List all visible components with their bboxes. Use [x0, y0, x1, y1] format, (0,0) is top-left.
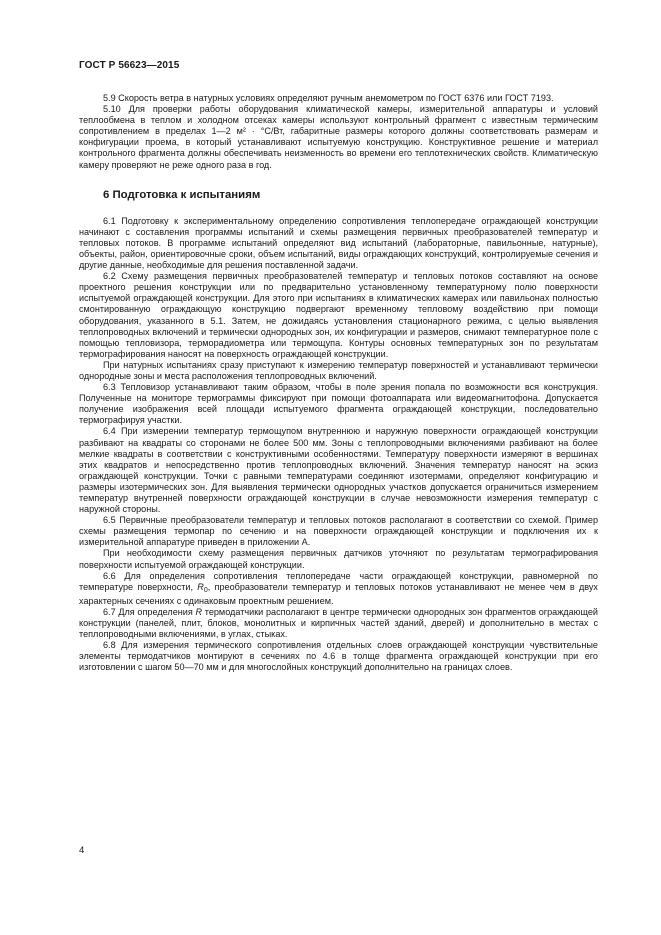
paragraph-6-2-continued: При натурных испытаниях сразу приступают к измерению температур поверхностей и устанавливают термически однородные зоны и места расположения теплопроводных включений. [79, 359, 598, 381]
section-6-title: 6 Подготовка к испытаниям [103, 188, 261, 201]
paragraph-6-6 [79, 571, 598, 607]
document-body [79, 93, 598, 674]
paragraph-6-2: 6.2 Схему размещения первичных преобразователей температур и тепловых потоков составляют на основе проектного решения конструкции или по предварительно установленному температурному полю поверхности испытуемой ограждающей конструкции. Для этого при испытаниях в климатических камерах или павильонах полностью смонтированную ограждающую конструкцию подвергают временному тепловому воздействию при помощи оборудования, указанного в 5.1. Затем, не дожидаясь установления стационарного режима, с целью выявления теплопроводных включений и термически однородных зон, их конфигурации и размеров, снимают температурное поле с помощью тепловизора, терморадиометра или термощупа. Контуры основных температурных зон по результатам термографирования наносят на поверхность ограждающей конструкции. [79, 271, 598, 359]
paragraph-6-5-continued: При необходимости схему размещения первичных датчиков уточняют по результатам термографирования поверхности испытуемой ограждающей конструкции. [79, 548, 598, 570]
page-number: 4 [79, 845, 85, 856]
paragraph-5-10: 5.10 Для проверки работы оборудования климатической камеры, измерительной аппаратуры и условий теплообмена в теплом и холодном отсеках камеры используют контрольный фрагмент с известным термическим сопротивлением в пределах 1—2 м² · °С/Вт, габаритные размеры которого должны соответствовать размерам и конфигурации проема, в который устанавливают испытуемую конструкцию. Конструктивное решение и материал контрольного фрагмента должны обеспечивать неизменность во времени его теплотехнических свойств. Климатическую камеру проверяют не реже одного раза в год. [79, 104, 598, 170]
resistance-symbol: R [195, 606, 203, 617]
paragraph-6-3: 6.3 Тепловизор устанавливают таким образом, чтобы в поле зрения попала по возможности вся конструкция. Полученные на мониторе термограммы фиксируют при помощи фотоаппарата или видеомагнитофона. Допускается получение изображения всей площади испытуемого фрагмента ограждающей конструкции, последовательно термографируя участки. [79, 382, 598, 426]
standard-header: ГОСТ Р 56623—2015 [79, 60, 180, 71]
paragraph-5-9: 5.9 Скорость ветра в натурных условиях определяют ручным анемометром по ГОСТ 6376 или ГОСТ 7193. [103, 93, 554, 103]
paragraph-6-6-text-end: , преобразователи температур и тепловых потоков устанавливают не менее чем в двух характерных сечениях с одинаковым проектным решением. [79, 581, 598, 606]
paragraph-6-7 [79, 607, 598, 640]
paragraph-6-4: 6.4 При измерении температур термощупом внутреннюю и наружную поверхности ограждающей конструкции разбивают на квадраты со сторонами не более 500 мм. Зоны с теплопроводными включениями разбивают на более мелкие квадраты в соответствии с конструктивными особенностями. Температуру поверхности измеряют в вершинах этих квадратов и непосредственно против теплопроводных включений. Значения температур наносят на эскиз ограждающей конструкции. Точки с равными температурами соединяют изотермами, определяют конфигурацию и размеры изотермических зон. Для выявления термически однородных участков допускается ограничиться измерением температур внутренней поверхности ограждающей конструкции в случае невозможности измерения температур с наружной стороны. [79, 426, 598, 515]
paragraph-6-8: 6.8 Для измерения термического сопротивления отдельных слоев ограждающей конструкции чувствительные элементы термодатчиков монтируют в сечениях по 4.6 в толще фрагмента ограждающей конструкции при его изготовлении с шагом 50—70 мм и для многослойных конструкций дополнительно на границах слоев. [79, 640, 598, 673]
paragraph-6-6-text-start: 6.6 Для определения сопротивления теплопередаче части ограждающей конструкции, равномерной по температуре поверхности, [79, 570, 598, 592]
paragraph-6-1: 6.1 Подготовку к экспериментальному определению сопротивления теплопередаче ограждающей конструкции начинают с составления программы испытаний и схемы размещения первичных преобразователей температур и тепловых потоков. В программе испытаний определяют вид испытаний (лабораторные, павильонные, натурные), объекты, район, ориентировочные сроки, объем испытаний, виды ограждающих конструкций, контролируемые сечения и другие данные, необходимые для решения поставленной задачи. [79, 215, 598, 271]
paragraph-6-7-text-start: 6.7 Для определения [103, 606, 196, 617]
resistance-subscript: 0 [203, 586, 208, 594]
paragraph-6-7-text-end: термодатчики располагают в центре термически однородных зон фрагментов ограждающей конструкции (панелей, плит, блоков, монолитных и кирпичных частей зданий, дверей) и дополнительно в местах с теплопроводными включениями, в углах, стыках. [79, 606, 598, 640]
resistance-symbol: R [197, 581, 204, 592]
paragraph-6-5: 6.5 Первичные преобразователи температур и тепловых потоков располагают в соответствии со схемой. Пример схемы размещения термопар по сечению и на поверхности ограждающей конструкции и подключения их к измерительной аппаратуре приведен в приложении А. [79, 515, 598, 548]
